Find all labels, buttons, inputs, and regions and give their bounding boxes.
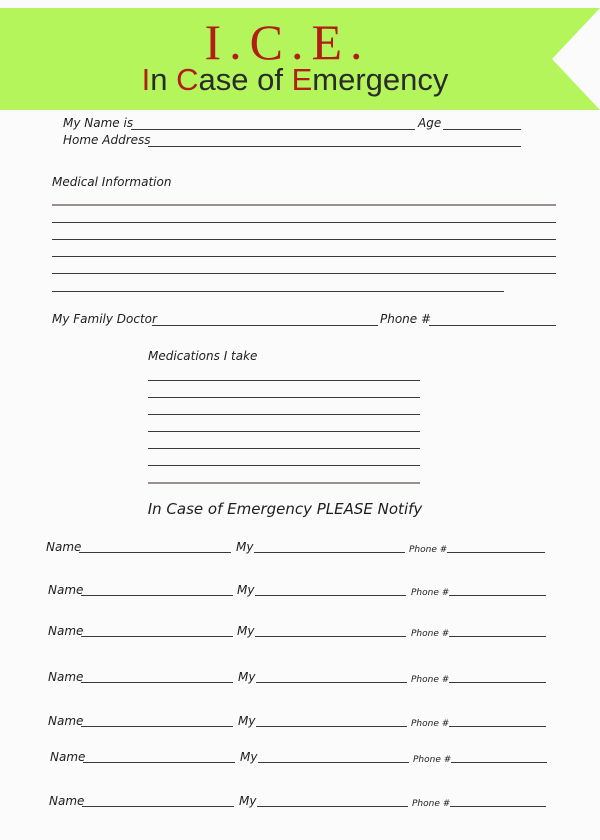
doctor-phone-label: Phone #: [380, 312, 432, 326]
contact-phone-field[interactable]: [449, 595, 546, 596]
contact-relation-field[interactable]: [258, 762, 409, 763]
medication-line[interactable]: [148, 431, 420, 432]
contact-name-field[interactable]: [81, 682, 233, 683]
contact-row: [0, 670, 600, 686]
contact-phone-field[interactable]: [451, 762, 547, 763]
doctor-phone-field[interactable]: [429, 325, 556, 326]
contact-name-label: Name: [48, 714, 84, 728]
contact-phone-label: Phone #: [413, 755, 452, 765]
subtitle: [0, 62, 590, 98]
contact-name-label: Name: [48, 624, 84, 638]
medication-line[interactable]: [148, 448, 420, 449]
subtitle-part: mergency: [312, 62, 449, 97]
contact-relation-field[interactable]: [257, 806, 408, 807]
contact-row: [0, 714, 600, 730]
contact-name-label: Name: [48, 670, 84, 684]
contact-phone-field[interactable]: [449, 726, 546, 727]
contact-phone-field[interactable]: [449, 636, 546, 637]
contact-name-label: Name: [46, 540, 82, 554]
contact-phone-label: Phone #: [411, 719, 450, 729]
contact-row: [0, 794, 600, 810]
home-address-field[interactable]: [148, 146, 521, 147]
subtitle-part: I: [141, 62, 151, 97]
age-label: Age: [418, 116, 442, 130]
contact-relation-label: My: [238, 714, 256, 728]
acronym-title: I.C.E.: [204, 14, 371, 70]
contact-phone-label: Phone #: [411, 675, 450, 685]
medical-line[interactable]: [52, 222, 556, 223]
contact-phone-field[interactable]: [450, 806, 546, 807]
contact-row: [0, 583, 600, 599]
contact-row: [0, 624, 600, 640]
medications-label: Medications I take: [148, 349, 258, 363]
medication-line[interactable]: [148, 465, 420, 466]
contact-phone-field[interactable]: [447, 552, 545, 553]
contact-name-field[interactable]: [83, 762, 235, 763]
contact-phone-label: Phone #: [409, 545, 448, 555]
medication-line[interactable]: [148, 397, 420, 398]
contact-relation-label: My: [237, 624, 255, 638]
header-banner: [0, 8, 600, 110]
contact-relation-field[interactable]: [255, 636, 406, 637]
contact-relation-field[interactable]: [256, 682, 407, 683]
contact-name-label: Name: [48, 583, 84, 597]
contact-name-label: Name: [50, 750, 86, 764]
contact-name-field[interactable]: [79, 552, 231, 553]
family-doctor-field[interactable]: [152, 325, 378, 326]
medical-line[interactable]: [52, 204, 556, 206]
medication-line[interactable]: [148, 414, 420, 415]
family-doctor-label: My Family Doctor: [52, 312, 157, 326]
contact-row: [0, 540, 600, 556]
contact-name-field[interactable]: [81, 726, 233, 727]
contact-relation-label: My: [236, 540, 254, 554]
name-label: My Name is: [63, 116, 134, 130]
contact-phone-label: Phone #: [412, 799, 451, 809]
medication-line[interactable]: [148, 482, 420, 484]
contact-relation-label: My: [237, 583, 255, 597]
medical-line[interactable]: [52, 273, 556, 274]
contact-relation-field[interactable]: [256, 726, 407, 727]
name-field[interactable]: [131, 129, 415, 130]
medical-line[interactable]: [52, 291, 504, 292]
contact-name-field[interactable]: [82, 806, 234, 807]
contact-name-field[interactable]: [81, 636, 233, 637]
subtitle-part: C: [176, 62, 199, 97]
subtitle-part: n: [150, 62, 177, 97]
contact-relation-field[interactable]: [255, 595, 406, 596]
contact-relation-label: My: [240, 750, 258, 764]
home-address-label: Home Address: [63, 133, 151, 147]
subtitle-part: ase of: [198, 62, 292, 97]
contact-phone-label: Phone #: [411, 588, 450, 598]
contact-row: [0, 750, 600, 766]
notify-heading: In Case of Emergency PLEASE Notify: [147, 500, 423, 518]
age-field[interactable]: [443, 129, 521, 130]
medical-line[interactable]: [52, 239, 556, 240]
contact-name-label: Name: [49, 794, 85, 808]
medication-line[interactable]: [148, 380, 420, 381]
contact-phone-field[interactable]: [449, 682, 546, 683]
medical-line[interactable]: [52, 256, 556, 257]
medical-information-label: Medical Information: [52, 175, 172, 189]
contact-name-field[interactable]: [81, 595, 233, 596]
contact-relation-field[interactable]: [254, 552, 405, 553]
contact-relation-label: My: [238, 670, 256, 684]
contact-phone-label: Phone #: [411, 629, 450, 639]
subtitle-part: E: [291, 62, 313, 97]
contact-relation-label: My: [239, 794, 257, 808]
